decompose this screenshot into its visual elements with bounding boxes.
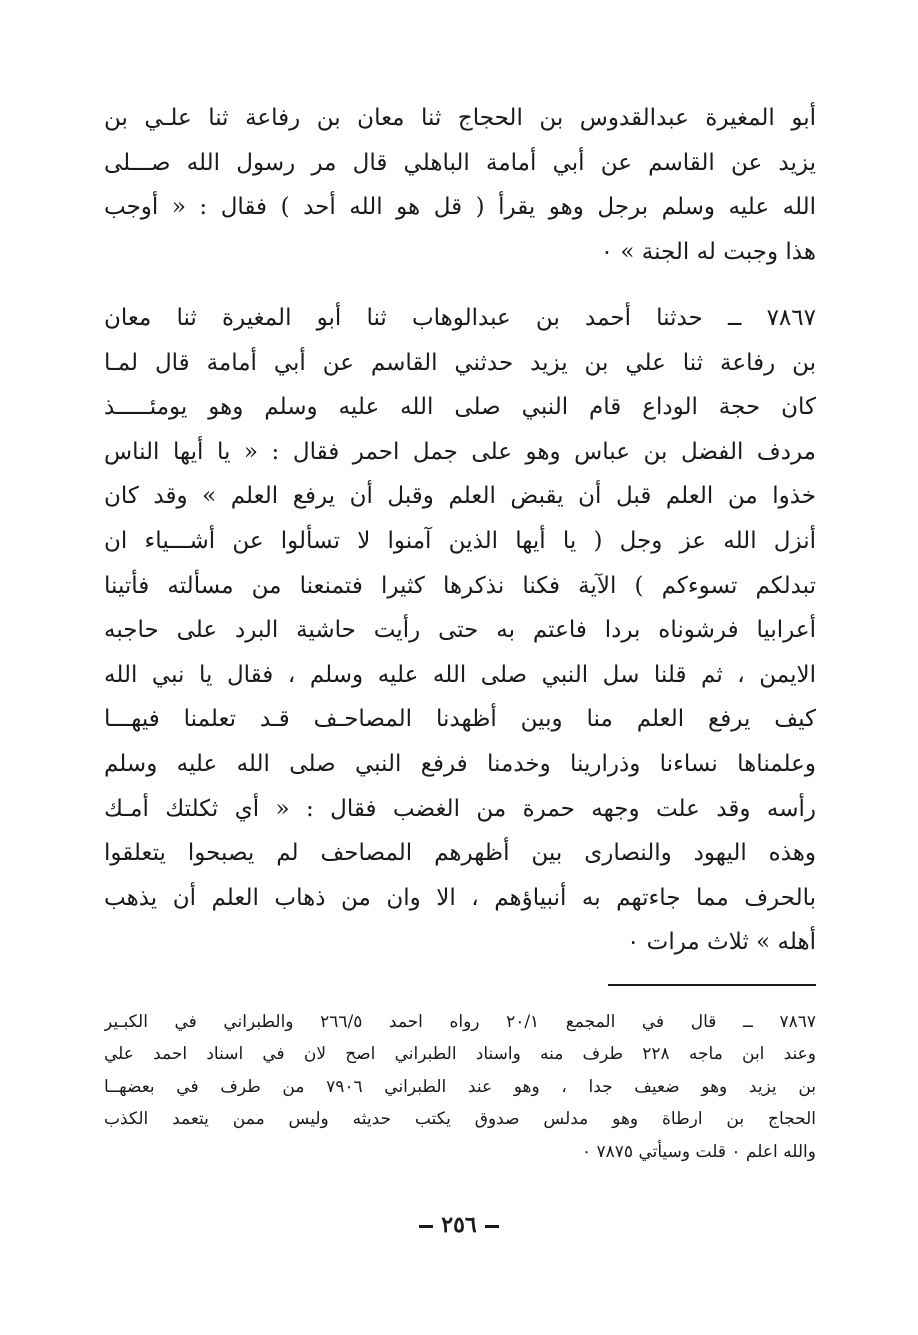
- text-line: هذا وجبت له الجنة » ٠: [600, 238, 816, 265]
- text-line: أنزل الله عز وجل ( يا أيها الذين آمنوا لا تسألوا عن أشـــياء ان: [104, 527, 816, 554]
- footnote-line: الحجاج بن ارطاة وهو مدلس صدوق يكتب حديثه وليس ممن يتعمد الكذب: [104, 1109, 816, 1130]
- text-line: مردف الفضل بن عباس وهو على جمل احمر فقال : « يا أيها الناس: [104, 438, 816, 465]
- text-line: أهله » ثلاث مرات ٠: [627, 929, 816, 956]
- text-line: يزيد عن القاسم عن أبي أمامة الباهلي قال مر رسول الله صـــلى: [104, 149, 816, 176]
- page-number-dash-left: [419, 1225, 433, 1228]
- text-line: بالحرف مما جاءتهم به أنبياؤهم ، الا وان من ذهاب العلم أن يذهب: [104, 884, 816, 911]
- page-number-dash-right: [485, 1225, 499, 1228]
- text-line: الله عليه وسلم برجل وهو يقرأ ( قل هو الله أحد ) فقال : « أوجب: [104, 194, 816, 221]
- paragraph-continuation: [104, 96, 816, 274]
- footnote-line: بن يزيد وهو ضعيف جدا ، وهو عند الطبراني ٧٩٠٦ من طرف في بعضهــا: [104, 1076, 816, 1097]
- text-line: رأسه وقد علت وجهه حمرة من الغضب فقال : « أي ثكلتك أمـك: [104, 795, 816, 822]
- text-line: كان حجة الوداع قام النبي صلى الله عليه وسلم وهو يومئـــــذ: [104, 394, 816, 421]
- footnote: [104, 1006, 816, 1168]
- text-line: ٧٨٦٧ ــ حدثنا أحمد بن عبدالوهاب ثنا أبو المغيرة ثنا معان: [104, 305, 816, 331]
- text-line: الايمن ، ثم قلنا سل النبي صلى الله عليه وسلم ، فقال يا نبي الله: [104, 661, 816, 688]
- page-number-value: ٢٥٦: [441, 1212, 477, 1238]
- text-line: وهذه اليهود والنصارى بين أظهرهم المصاحف لم يصبحوا يتعلقوا: [104, 840, 816, 867]
- text-line: أعرابيا فرشوناه بردا فاعتم به حتى رأيت حاشية البرد على حاجبه: [104, 617, 816, 644]
- text-line: كيف يرفع العلم منا وبين أظهدنا المصاحـف قـد تعلمنا فيهـــا: [104, 706, 816, 733]
- text-line: خذوا من العلم قبل أن يقبض العلم وقبل أن يرفع العلم » وقد كان: [104, 483, 816, 510]
- text-line: وعلمناها نساءنا وذرارينا وخدمنا فرفع النبي صلى الله عليه وسلم: [104, 750, 816, 777]
- text-line: أبو المغيرة عبدالقدوس بن الحجاج ثنا معان بن رفاعة ثنا علـي بن: [104, 105, 816, 131]
- footnote-separator: [608, 984, 816, 986]
- page-number: [0, 1212, 918, 1238]
- footnote-line: وعند ابن ماجه ٢٢٨ طرف منه واسناد الطبراني اصح لان في اسناد احمد علي: [104, 1044, 816, 1065]
- text-line: تبدلكم تسوءكم ) الآية فكنا نذكرها كثيرا فتمنعنا من مسألته فأتينا: [104, 572, 816, 599]
- footnote-line: والله اعلم ٠ قلت وسيأتي ٧٨٧٥ ٠: [581, 1141, 816, 1162]
- hadith-7867-paragraph: [104, 296, 816, 965]
- footnote-line: ٧٨٦٧ ــ قال في المجمع ٢٠/١ رواه احمد ٢٦٦/٥ والطبراني في الكبـير: [104, 1012, 816, 1032]
- text-line: بن رفاعة ثنا علي بن يزيد حدثني القاسم عن أبي أمامة قال لمـا: [104, 349, 816, 376]
